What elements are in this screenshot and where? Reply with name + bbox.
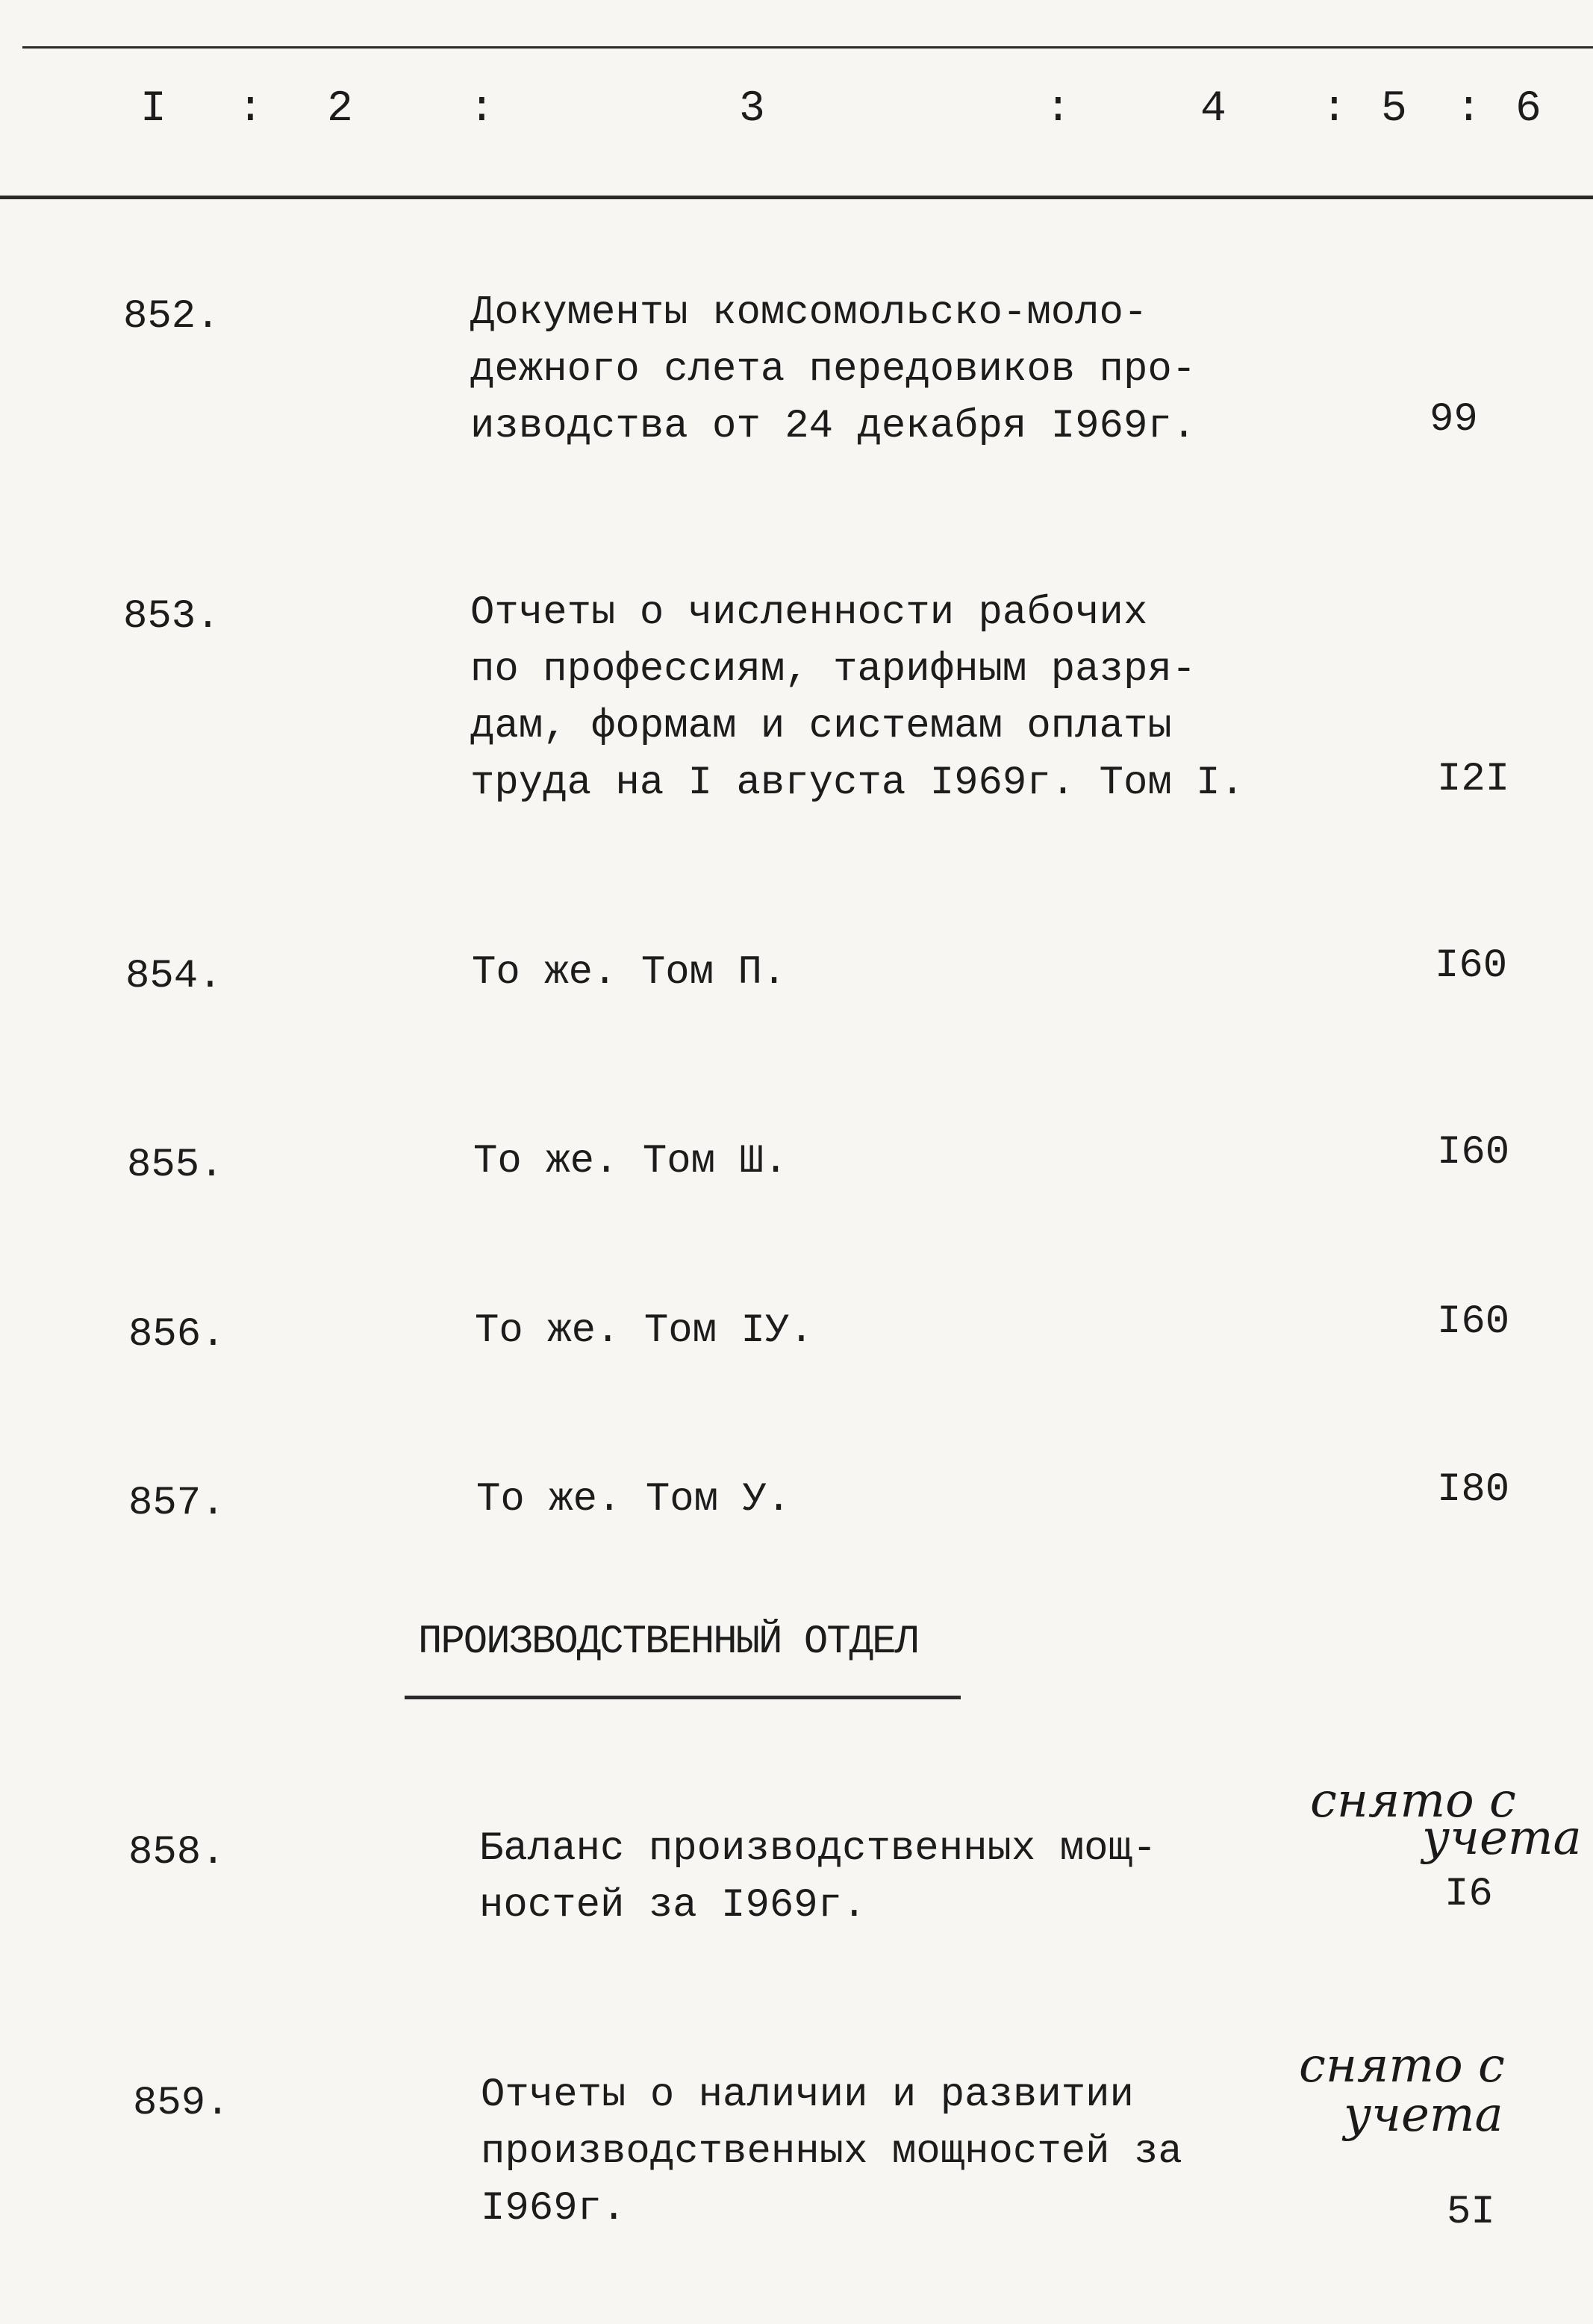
handwritten-note [1291, 2038, 1505, 2143]
header-col-2: 2 [327, 85, 353, 134]
entry-sheet-count: I6 [1444, 1872, 1493, 1917]
header-col-4: 4 [1200, 85, 1226, 134]
entry-number: 856. [128, 1312, 225, 1358]
entry-number: 854. [125, 954, 222, 999]
entry-number: 859. [133, 2081, 230, 2126]
entry-number: 852. [123, 294, 220, 340]
entry-sheet-count: I80 [1437, 1467, 1510, 1513]
header-sep: : [1045, 85, 1071, 134]
entry-title-line: ностей за I969г. [479, 1883, 867, 1928]
entry-title-line: изводства от 24 декабря I969г. [470, 404, 1197, 449]
entry-sheet-count: I60 [1437, 1130, 1510, 1175]
entry-title [481, 2067, 1227, 2237]
entry-sheet-count: 5I [1447, 2190, 1495, 2235]
entry-title-line: производственных мощностей за [481, 2129, 1182, 2175]
entry-title [476, 1472, 1223, 1528]
header-col-5: 5 [1381, 85, 1407, 134]
header-sep: : [237, 85, 264, 134]
entry-title [479, 1821, 1226, 1934]
entry-sheet-count: I60 [1435, 943, 1508, 989]
header-col-1: I [140, 85, 166, 134]
entry-title-line: Баланс производственных мощ- [479, 1826, 1157, 1872]
entry-title-line: Отчеты о наличии и развитии [481, 2072, 1134, 2118]
handwritten-note-line: учета [1344, 2087, 1503, 2143]
header-sep: : [1456, 85, 1482, 134]
entry-title [470, 285, 1217, 455]
header-col-3: 3 [739, 85, 765, 134]
entry-title-line: труда на I августа I969г. Том I. [470, 760, 1244, 806]
entry-title-line: То же. Том П. [472, 950, 787, 996]
entry-title-line: Отчеты о численности рабочих [470, 590, 1148, 636]
header-bottom-rule [0, 196, 1593, 199]
entry-sheet-count: I2I [1437, 757, 1510, 802]
section-heading: ПРОИЗВОДСТВЕННЫЙ ОТДЕЛ [418, 1619, 917, 1665]
section-heading-underline [405, 1696, 961, 1699]
entry-title [472, 945, 1218, 1002]
handwritten-note [1310, 1773, 1582, 1866]
entry-title-line: по профессиям, тарифным разря- [470, 647, 1197, 693]
header-sep: : [1321, 85, 1347, 134]
handwritten-note-line: снято с [1310, 1773, 1516, 1828]
entry-title-line: То же. Том Ш. [473, 1139, 788, 1184]
entry-number: 855. [127, 1143, 224, 1188]
entry-title-line: дежного слета передовиков про- [470, 347, 1197, 393]
entry-number: 858. [128, 1830, 225, 1875]
entry-title-line: I969г. [481, 2186, 626, 2231]
entry-title [470, 585, 1244, 812]
entry-sheet-count: 99 [1430, 397, 1478, 443]
header-sep: : [469, 85, 495, 134]
entry-title [475, 1303, 1221, 1360]
header-col-6: 6 [1515, 85, 1541, 134]
entry-sheet-count: I60 [1437, 1299, 1510, 1345]
entry-title-line: дам, формам и системам оплаты [470, 704, 1172, 749]
handwritten-note-line: учета [1422, 1811, 1582, 1866]
entry-number: 857. [128, 1481, 225, 1526]
entry-title-line: То же. Том У. [476, 1477, 791, 1522]
entry-title [473, 1134, 1220, 1190]
handwritten-note-line: снято с [1299, 2038, 1505, 2093]
top-rule [22, 46, 1593, 49]
entry-title-line: То же. Том IУ. [475, 1308, 814, 1354]
entry-number: 853. [123, 594, 220, 640]
entry-title-line: Документы комсомольско-моло- [470, 290, 1148, 336]
